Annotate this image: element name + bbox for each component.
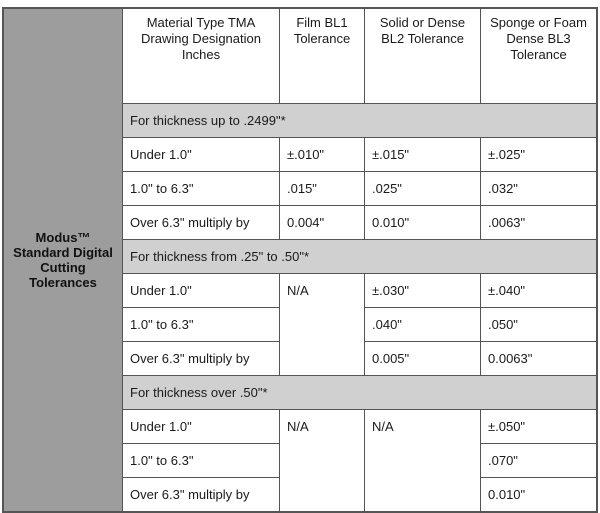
cell: ±.015" (365, 138, 481, 172)
header-solid: Solid or Dense BL2 Tolerance (365, 8, 481, 104)
cell: N/A (280, 274, 365, 376)
cell: Under 1.0" (123, 410, 280, 444)
cell: ±.050" (481, 410, 598, 444)
tolerance-table (2, 7, 598, 513)
cell: 0.010" (365, 206, 481, 240)
cell: 1.0" to 6.3" (123, 172, 280, 206)
cell: .050" (481, 308, 598, 342)
cell: 0.0063" (481, 342, 598, 376)
header-row (3, 8, 597, 104)
cell: 1.0" to 6.3" (123, 444, 280, 478)
cell: ±.010" (280, 138, 365, 172)
cell: .025" (365, 172, 481, 206)
cell: Under 1.0" (123, 138, 280, 172)
cell: 0.005" (365, 342, 481, 376)
cell: .070" (481, 444, 598, 478)
cell: .015" (280, 172, 365, 206)
cell: N/A (365, 410, 481, 513)
cell: ±.030" (365, 274, 481, 308)
section-title: For thickness up to .2499"* (123, 104, 598, 138)
side-label: Modus™ Standard Digital Cutting Tolerances (3, 8, 123, 512)
cell: .040" (365, 308, 481, 342)
cell: .0063" (481, 206, 598, 240)
section-title: For thickness over .50"* (123, 376, 598, 410)
cell: Under 1.0" (123, 274, 280, 308)
cell: Over 6.3" multiply by (123, 478, 280, 513)
cell: 0.010" (481, 478, 598, 513)
cell: ±.025" (481, 138, 598, 172)
header-film: Film BL1 Tolerance (280, 8, 365, 104)
cell: N/A (280, 410, 365, 513)
cell: Over 6.3" multiply by (123, 206, 280, 240)
header-sponge: Sponge or Foam Dense BL3 Tolerance (481, 8, 598, 104)
cell: ±.040" (481, 274, 598, 308)
cell: Over 6.3" multiply by (123, 342, 280, 376)
cell: 0.004" (280, 206, 365, 240)
header-material: Material Type TMA Drawing Designation Inches (123, 8, 280, 104)
cell: .032" (481, 172, 598, 206)
section-title: For thickness from .25" to .50"* (123, 240, 598, 274)
cell: 1.0" to 6.3" (123, 308, 280, 342)
